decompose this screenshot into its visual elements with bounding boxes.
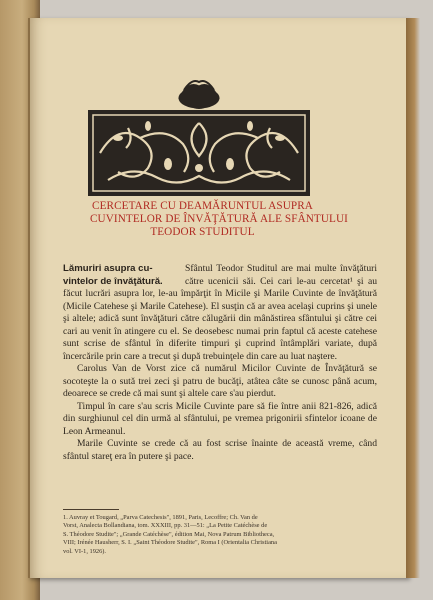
- footnote-line-3: S. Théodore Studite"; „Grande Catéchèse", édition Mai, Nova Patrum Bibliotheca,: [63, 530, 275, 538]
- heading-line-2: CUVINTELOR DE ÎNVĂŢĂTURĂ ALE SFÂNTULUI: [90, 213, 348, 225]
- book-right-edge: [406, 18, 420, 578]
- side-heading-line-2: vintelor de învăţătură.: [63, 275, 163, 287]
- headpiece-band: [88, 110, 310, 196]
- side-heading-line-1: Lămuriri asupra cu-: [63, 263, 153, 274]
- paragraph-3: Timpul în care s'au scris Micile Cuvinte pare să fie între anii 821-826, adică din surghiunul cel din urmă al sfântului, pe vremea prigonirii sfintelor icoane de Leon Armeanul.: [63, 400, 377, 437]
- heading-line-1: CERCETARE CU DEAMĂRUNTUL ASUPRA: [92, 200, 313, 212]
- footnote-divider: [63, 509, 119, 510]
- footnote-line-1: 1. Auvray et Tougard, „Parva Catechesis", 1891, Paris, Lecoffre; Ch. Van de: [63, 514, 258, 521]
- footnote-line-5: vol. VI-1, 1926).: [63, 547, 107, 555]
- headpiece-crown: [179, 81, 219, 108]
- footnote-line-2: Vorst, Analecta Bollandiana, tom. XXXIII, pp. 31—51: „La Petite Catéchèse de: [63, 522, 268, 530]
- footnote: [63, 514, 379, 556]
- ornamental-headpiece: [88, 68, 310, 196]
- paragraph-2: Carolus Van de Vorst zice că numărul Micilor Cuvinte de Învăţătură se socoteşte la o sută trei zeci şi patru de bucăţi, atâtea câte se cunosc până acum, deoarece se crede că mai sunt şi altele care s'au pierdut.: [63, 363, 377, 399]
- chapter-heading: [90, 200, 348, 239]
- heading-line-3: TEODOR STUDITUL: [150, 226, 255, 238]
- side-heading: [63, 263, 179, 288]
- footnote-line-4: VIII; Irénée Hausherr, S. I. „Saint Théodore Studite", Roma I (Orientalia Christiana: [63, 539, 277, 547]
- paragraph-4: Marile Cuvinte se crede că au fost scrise înainte de această vreme, când sfântul stareţ era în putere şi pace.: [63, 438, 377, 462]
- paragraph-1: Sfântul Teodor Studitul are mai multe învăţături către ucenicii săi. Cei cari le-au cercetat¹ şi au făcut lucrări asupra lor, le-au împărţit în Micile şi Marile Cuvinte de învăţătură (Micile Catehese şi Marile Catehese). El susţin că ar avea acelaşi cuprins şi unele şi altele; adică sunt învăţături către călugării din mânăstirea sfântului şi către cei cari au venit în atingere cu el. Se deosebesc numai prin faptul că aceste catehese sunt scrise de sfântul în diferite timpuri şi cuprind întâmplări variate, după încercările prin care a trecut şi după trebuinţele din care au luat naştere.: [63, 263, 377, 362]
- body-text: [63, 263, 377, 463]
